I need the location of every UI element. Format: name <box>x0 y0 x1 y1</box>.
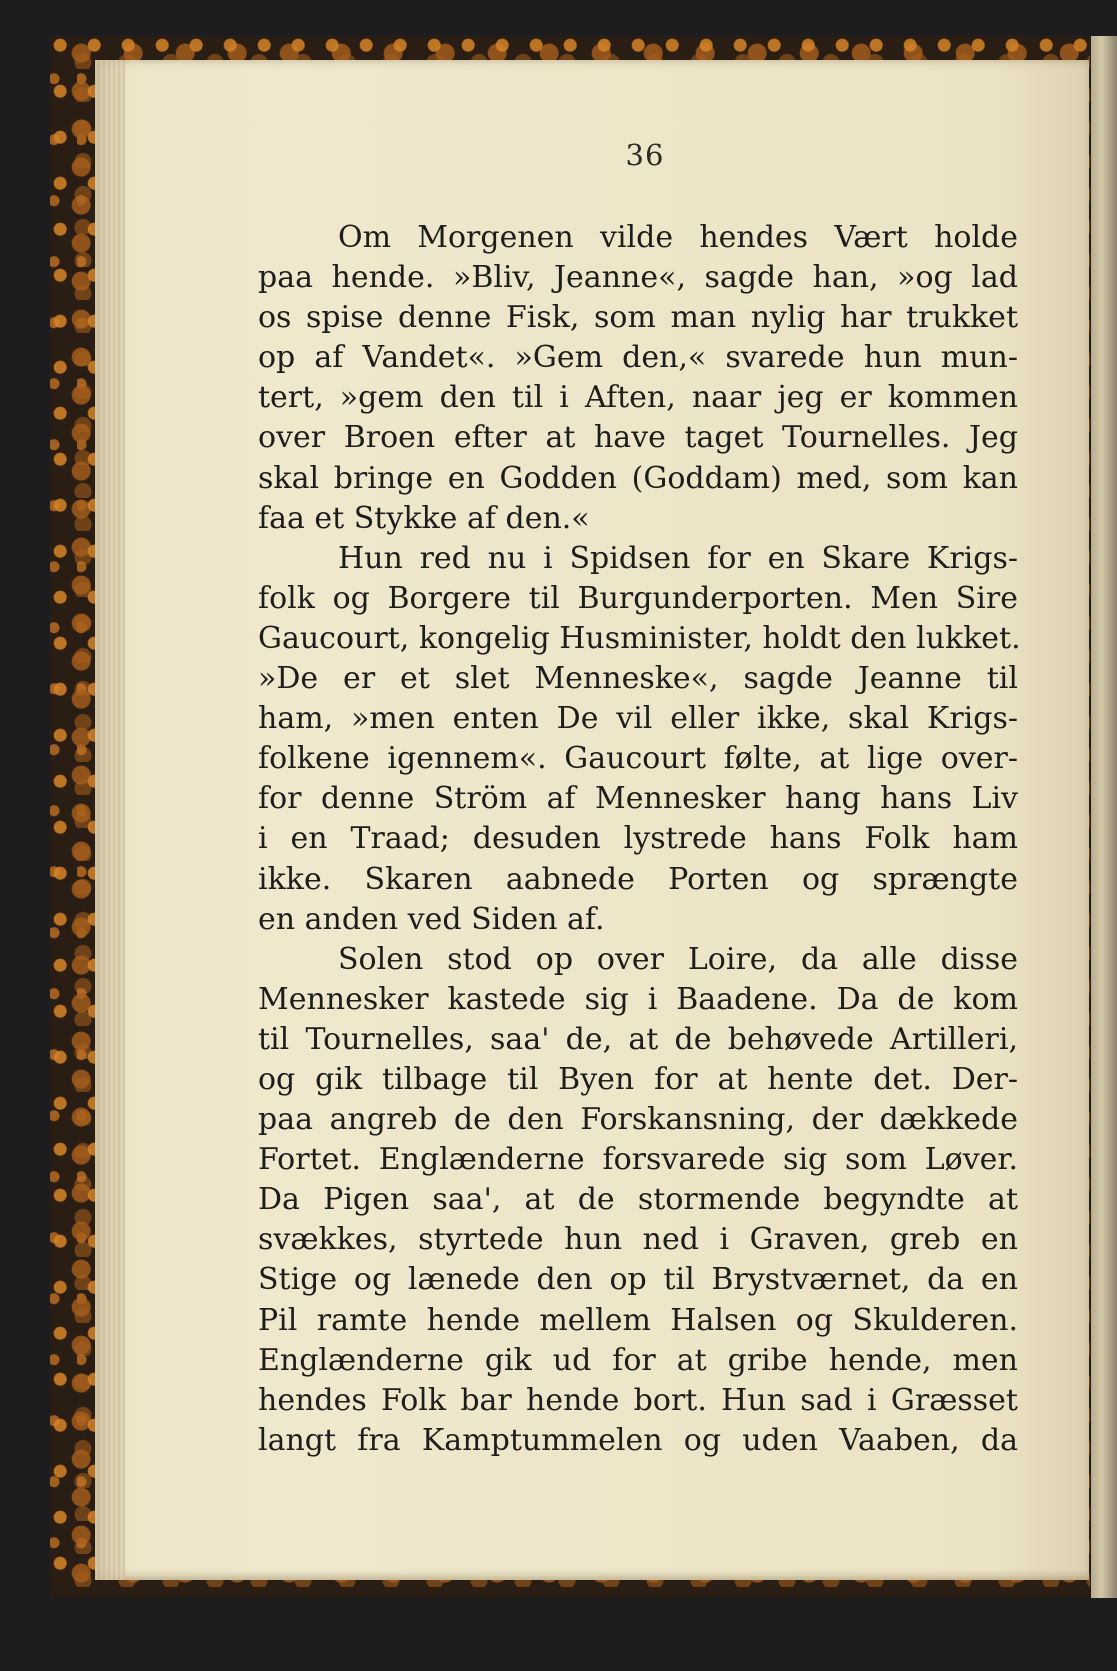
text-line: svækkes, styrtede hun ned i Graven, greb en <box>258 1222 1018 1258</box>
text-line: ikke. Skaren aabnede Porten og sprængte <box>258 861 1018 897</box>
text-line: folk og Borgere til Burgunderporten. Men Sire <box>258 580 1018 616</box>
text-line: tert, »gem den til i Aften, naar jeg er kommen <box>258 380 1018 416</box>
text-line: Gaucourt, kongelig Husminister, holdt den lukket. <box>258 620 1021 656</box>
text-line: Mennesker kastede sig i Baadene. Da de kom <box>258 981 1018 1017</box>
text-line: for denne Ström af Mennesker hang hans Liv <box>258 781 1018 817</box>
text-line: over Broen efter at have taget Tournelles. Jeg <box>258 420 1018 456</box>
page-stack-edge <box>95 60 125 1580</box>
page-number: 36 <box>625 138 665 172</box>
text-line: Stige og lænede den op til Brystværnet, da en <box>258 1262 1018 1298</box>
text-line: Hun red nu i Spidsen for en Skare Krigs- <box>338 540 1018 576</box>
text-line: i en Traad; desuden lystrede hans Folk ham <box>258 821 1018 857</box>
text-line: »De er et slet Menneske«, sagde Jeanne til <box>258 661 1018 697</box>
facing-page-edge <box>1091 36 1117 1598</box>
text-line: ham, »men enten De vil eller ikke, skal Krigs- <box>258 701 1018 737</box>
text-line: paa hende. »Bliv, Jeanne«, sagde han, »og lad <box>258 260 1018 296</box>
text-line: faa et Stykke af den.« <box>258 500 590 536</box>
text-line: langt fra Kamptummelen og uden Vaaben, da <box>258 1422 1018 1458</box>
text-line: Solen stod op over Loire, da alle disse <box>338 941 1018 977</box>
text-line: og gik tilbage til Byen for at hente det. Der- <box>258 1061 1018 1097</box>
text-line: Da Pigen saa', at de stormende begyndte at <box>258 1182 1018 1218</box>
text-line: folkene igennem«. Gaucourt følte, at lige over- <box>258 741 1018 777</box>
text-line: os spise denne Fisk, som man nylig har trukket <box>258 300 1018 336</box>
text-line: hendes Folk bar hende bort. Hun sad i Græsset <box>258 1382 1018 1418</box>
text-line: skal bringe en Godden (Goddam) med, som kan <box>258 460 1018 496</box>
text-line: paa angreb de den Forskansning, der dækkede <box>258 1102 1018 1138</box>
text-line: til Tournelles, saa' de, at de behøvede Artilleri, <box>258 1021 1018 1057</box>
text-line: Om Morgenen vilde hendes Vært holde <box>338 220 1018 255</box>
text-line: Englænderne gik ud for at gribe hende, men <box>258 1342 1018 1378</box>
text-line: en anden ved Siden af. <box>258 901 605 937</box>
text-line: op af Vandet«. »Gem den,« svarede hun mun- <box>258 340 1018 376</box>
body-text <box>258 218 1021 1461</box>
text-line: Pil ramte hende mellem Halsen og Skulderen. <box>258 1302 1018 1338</box>
text-line: Fortet. Englænderne forsvarede sig som Løver. <box>258 1142 1018 1178</box>
